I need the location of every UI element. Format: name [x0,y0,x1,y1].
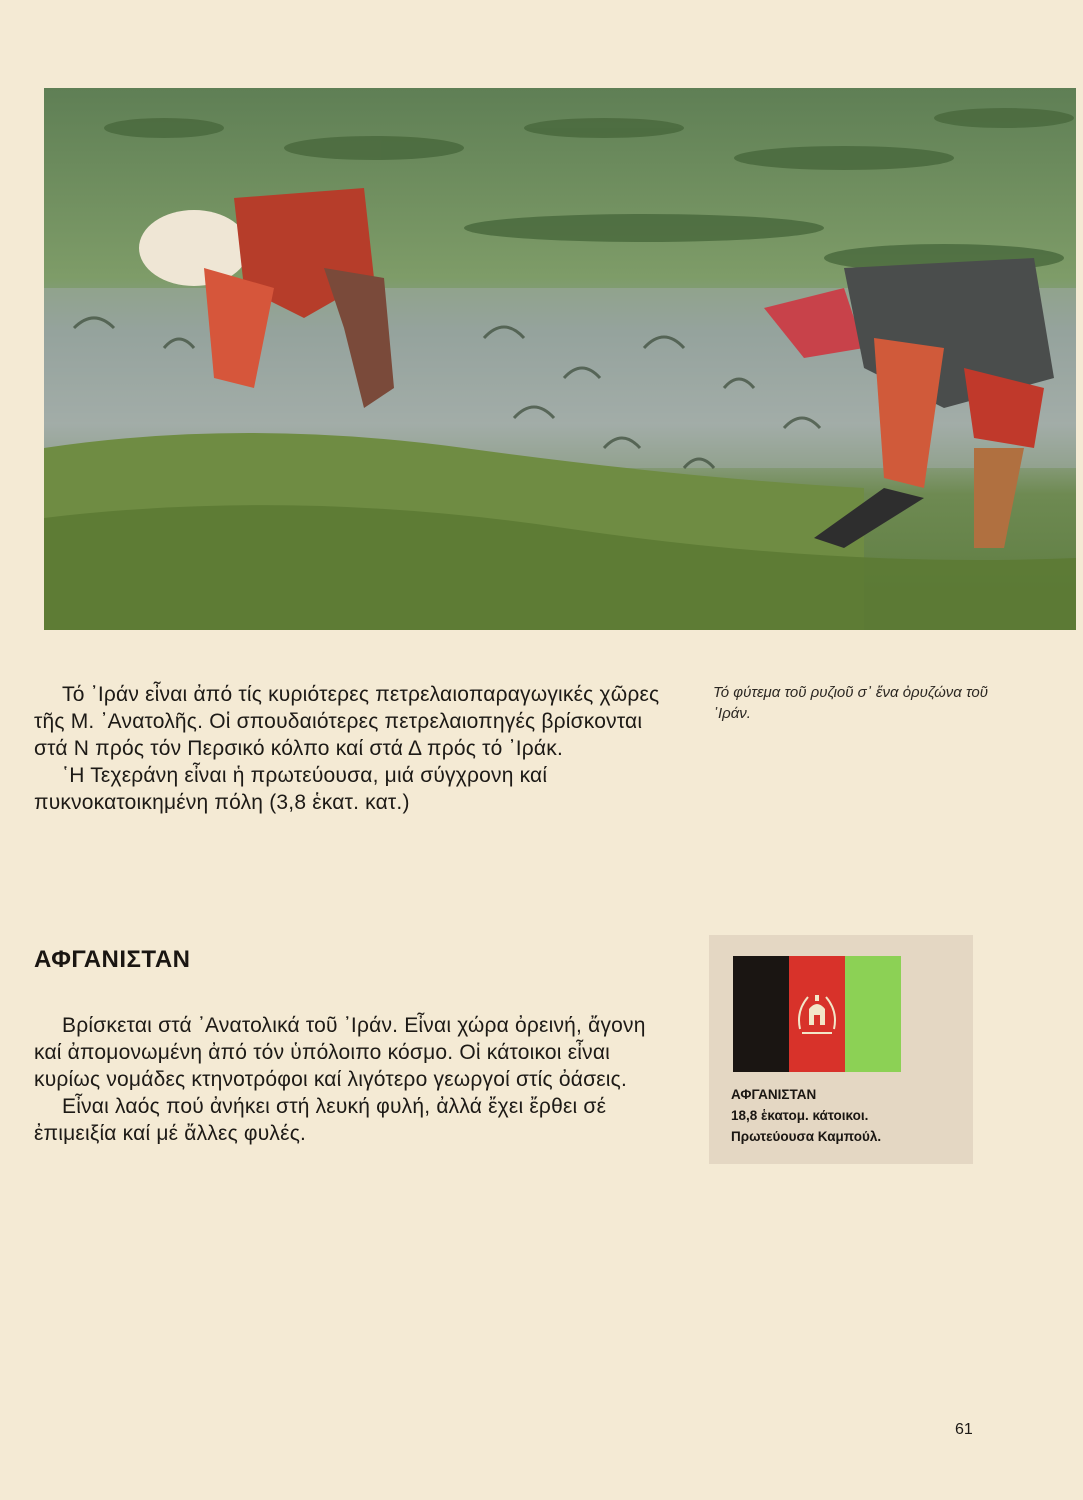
flag-emblem-icon [794,989,840,1039]
rice-paddy-photo [44,88,1076,630]
page-number: 61 [955,1421,973,1438]
iran-paragraph-2: ῾Η Τεχεράνη εἶναι ἡ πρωτεύουσα, μιά σύγχρονη καί πυκνοκατοικημένη πόλη (3,8 ἑκατ. κατ.) [34,764,548,814]
afghanistan-text [34,1012,670,1147]
iran-paragraph-1: Τό ᾽Ιράν εἶναι ἀπό τίς κυριότερες πετρελαιοπαραγωγικές χῶρες τῆς Μ. ᾽Ανατολῆς. Οἱ σπουδαιότερες πετρελαιοπηγές βρίσκονται στά Ν πρός τόν Περσικό κόλπο καί στά Δ πρός τό ᾽Ιράκ. [34,683,660,760]
flag-stripe-black [733,956,789,1072]
iran-text [34,681,674,816]
afghanistan-paragraph-2: Εἶναι λαός πού ἀνήκει στή λευκή φυλή, ἀλλά ἔχει ἔρθει σέ ἐπιμειξία καί μέ ἄλλες φυλές. [34,1095,607,1145]
rice-paddy-photo-icon [44,88,1076,630]
afghanistan-fact-box [709,935,973,1164]
fact-lines [731,1084,971,1147]
photo-caption: Τό φύτεμα τοῦ ρυζιοῦ σ᾽ ἕνα ὀρυζώνα τοῦ ᾽Ιράν. [713,684,988,722]
afghanistan-flag-icon [733,956,901,1072]
afghanistan-paragraph-1: Βρίσκεται στά ᾽Ανατολικά τοῦ ᾽Ιράν. Εἶναι χώρα ὀρεινή, ἄγονη καί ἀπομονωμένη ἀπό τόν ὑπόλοιπο κόσμο. Οἱ κάτοικοι εἶναι κυρίως νομάδες κτηνοτρόφοι καί λιγότερο γεωργοί στίς ὀάσεις. [34,1014,646,1091]
fact-population: 18,8 ἑκατομ. κάτοικοι. [731,1108,869,1123]
flag-stripe-green [845,956,901,1072]
flag-stripe-red [789,956,845,1072]
fact-country: ΑΦΓΑΝΙΣΤΑΝ [731,1087,817,1102]
fact-capital: Πρωτεύουσα Καμπούλ. [731,1129,882,1144]
section-heading-afghanistan: ΑΦΓΑΝΙΣΤΑΝ [34,946,191,973]
